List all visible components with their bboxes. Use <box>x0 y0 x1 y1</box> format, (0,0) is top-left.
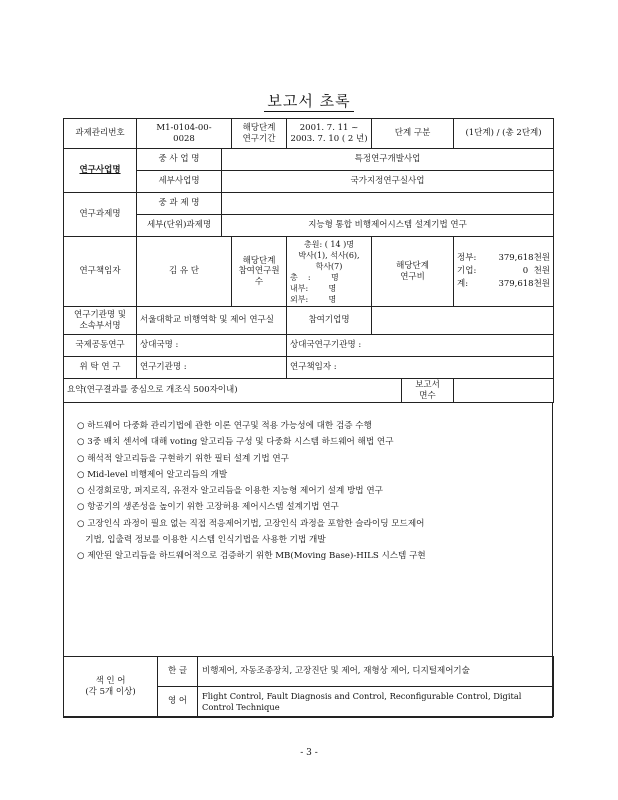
page-number: - 3 - <box>300 748 318 758</box>
title-underline <box>264 111 354 112</box>
count-label <box>232 237 287 307</box>
keywords-label <box>64 657 158 717</box>
keywords-kor-label: 한 글 <box>158 657 198 687</box>
keywords-label-line-1: 색 인 어 <box>95 675 126 686</box>
count-internal: 내부: 명 <box>290 283 337 293</box>
org-label <box>64 307 137 335</box>
budget-gov <box>457 252 550 265</box>
summary-bullet: ○ 해석적 알고리듬을 구현하기 위한 필터 설계 기법 연구 <box>77 453 289 464</box>
researcher-name: 김 유 단 <box>137 237 232 307</box>
summary-bullet: ○ Mid-level 비행제어 알고리듬의 개발 <box>77 469 228 480</box>
project-title-label: 연구과제명 <box>64 193 137 237</box>
summary-bullet: ○ 하드웨어 다중화 관리기법에 관한 이론 연구및 적용 가능성에 대한 검증 수행 <box>77 421 372 431</box>
mgmt-no-line-1: M1-0104-00- <box>156 122 212 133</box>
partner-value <box>372 307 554 335</box>
budget-total <box>457 278 550 291</box>
summary-bullet: ○ 제안된 알고리듬을 하드웨어적으로 검증하기 위한 MB(Moving Base)-HILS 시스템 구현 <box>77 551 426 562</box>
count-degree-2: 학사(7) <box>315 261 343 271</box>
main-project-value <box>222 193 554 215</box>
main-project-label: 중 과 제 명 <box>137 193 222 215</box>
summary-bullets <box>77 418 542 565</box>
budget-values <box>454 237 554 307</box>
period-label-line-2: 연구기간 <box>242 133 276 144</box>
mgmt-no-label: 과제관리번호 <box>64 119 137 149</box>
keywords-table <box>63 656 554 717</box>
summary-bullet: ○ 고장인식 과정이 필요 없는 직접 적응제어기법, 고장인식 과정을 포함한 슬라이딩 모드제어 <box>77 518 425 529</box>
stage-value: (1단계) / (총 2단계) <box>454 119 554 149</box>
summary-label: 요약(연구결과를 중심으로 개조식 500자이내) <box>64 379 402 403</box>
keywords-label-line-2: (각 5개 이상) <box>85 686 136 697</box>
summary-bullet: 기법, 입출력 정보를 이용한 시스템 인식기법을 사용한 기법 개발 <box>77 535 326 546</box>
period-label-line-1: 해당단계 <box>242 122 276 133</box>
mid-program-label: 중 사 업 명 <box>137 149 222 171</box>
budget-gov-value: 379,618천원 <box>498 253 551 263</box>
summary-bullet: ○ 3중 배치 센서에 대해 voting 알고리듬 구성 및 다중화 시스템 하드웨어 해법 연구 <box>77 437 394 448</box>
summary-bullet: ○ 항공기의 생존성을 높이기 위한 고장허용 제어시스템 설계기법 연구 <box>77 502 339 513</box>
pages-label-line-1: 보고서 <box>415 380 440 390</box>
researcher-label: 연구책임자 <box>64 237 137 307</box>
document-title: 보고서 초록 <box>267 92 351 110</box>
org-label-line-1: 연구기관명 및 <box>74 309 126 320</box>
researcher-counts <box>287 237 372 307</box>
budget-label-line-2: 연구비 <box>400 271 425 282</box>
budget-label <box>372 237 454 307</box>
keywords-eng-value: Flight Control, Fault Diagnosis and Control, Reconfigurable Control, Digital Control Technique <box>198 687 554 717</box>
outsource-head: 연구책임자 : <box>287 357 554 379</box>
count-sum: 총 : 명 <box>290 272 339 282</box>
intl-country: 상대국명 : <box>137 335 287 357</box>
program-label: 연구사업명 <box>64 149 137 193</box>
period-value-line-1: 2001. 7. 11 ~ <box>299 122 359 133</box>
budget-corp-value: 0 천원 <box>522 266 551 276</box>
period-label <box>232 119 287 149</box>
budget-corp-label: 기업: <box>457 266 477 276</box>
keywords-eng-label: 영 어 <box>158 687 198 717</box>
pages-label <box>402 379 454 403</box>
report-abstract-table <box>63 118 554 403</box>
mgmt-no-value <box>137 119 232 149</box>
mgmt-no-line-2: 0028 <box>173 133 195 144</box>
count-label-line-2: 참여연구원수 <box>238 266 280 287</box>
partner-label: 참여기업명 <box>287 307 372 335</box>
sub-project-value: 지능형 통합 비행제어시스템 설계기법 연구 <box>222 215 554 237</box>
stage-label: 단계 구분 <box>372 119 454 149</box>
sub-program-label: 세부사업명 <box>137 171 222 193</box>
sub-project-label: 세부(단위)과제명 <box>137 215 222 237</box>
count-total: 총원: ( 14 )명 <box>304 239 354 249</box>
count-degree-1: 박사(1), 석사(6), <box>298 250 360 260</box>
mid-program-value: 특정연구개발사업 <box>222 149 554 171</box>
budget-corp <box>457 265 550 278</box>
budget-label-line-1: 해당단계 <box>396 260 429 271</box>
intl-institute: 상대국연구기관명 : <box>287 335 554 357</box>
intl-label: 국제공동연구 <box>64 335 137 357</box>
sub-program-value: 국가지정연구실사업 <box>222 171 554 193</box>
count-label-line-1: 해당단계 <box>242 255 276 266</box>
period-value-line-2: 2003. 7. 10 ( 2 년) <box>290 133 368 144</box>
keywords-kor-value: 비행제어, 자동조종장치, 고장진단 및 제어, 재형상 제어, 디지털제어기술 <box>198 657 554 687</box>
period-value <box>287 119 372 149</box>
pages-label-line-2: 면수 <box>419 390 436 401</box>
outsource-institute: 연구기관명 : <box>137 357 287 379</box>
org-value: 서울대학교 비행역학 및 제어 연구실 <box>137 307 287 335</box>
budget-gov-label: 정부: <box>457 253 477 263</box>
count-external: 외부: 명 <box>290 294 337 304</box>
outsource-label: 위 탁 연 구 <box>64 357 137 379</box>
budget-total-value: 379,618천원 <box>498 279 551 289</box>
pages-value <box>454 379 554 403</box>
budget-total-label: 계: <box>457 279 469 289</box>
org-label-line-2: 소속부서명 <box>79 320 121 331</box>
summary-bullet: ○ 신경회로망, 퍼지로직, 유전자 알고리듬을 이용한 지능형 제어기 설계 방법 연구 <box>77 486 383 497</box>
